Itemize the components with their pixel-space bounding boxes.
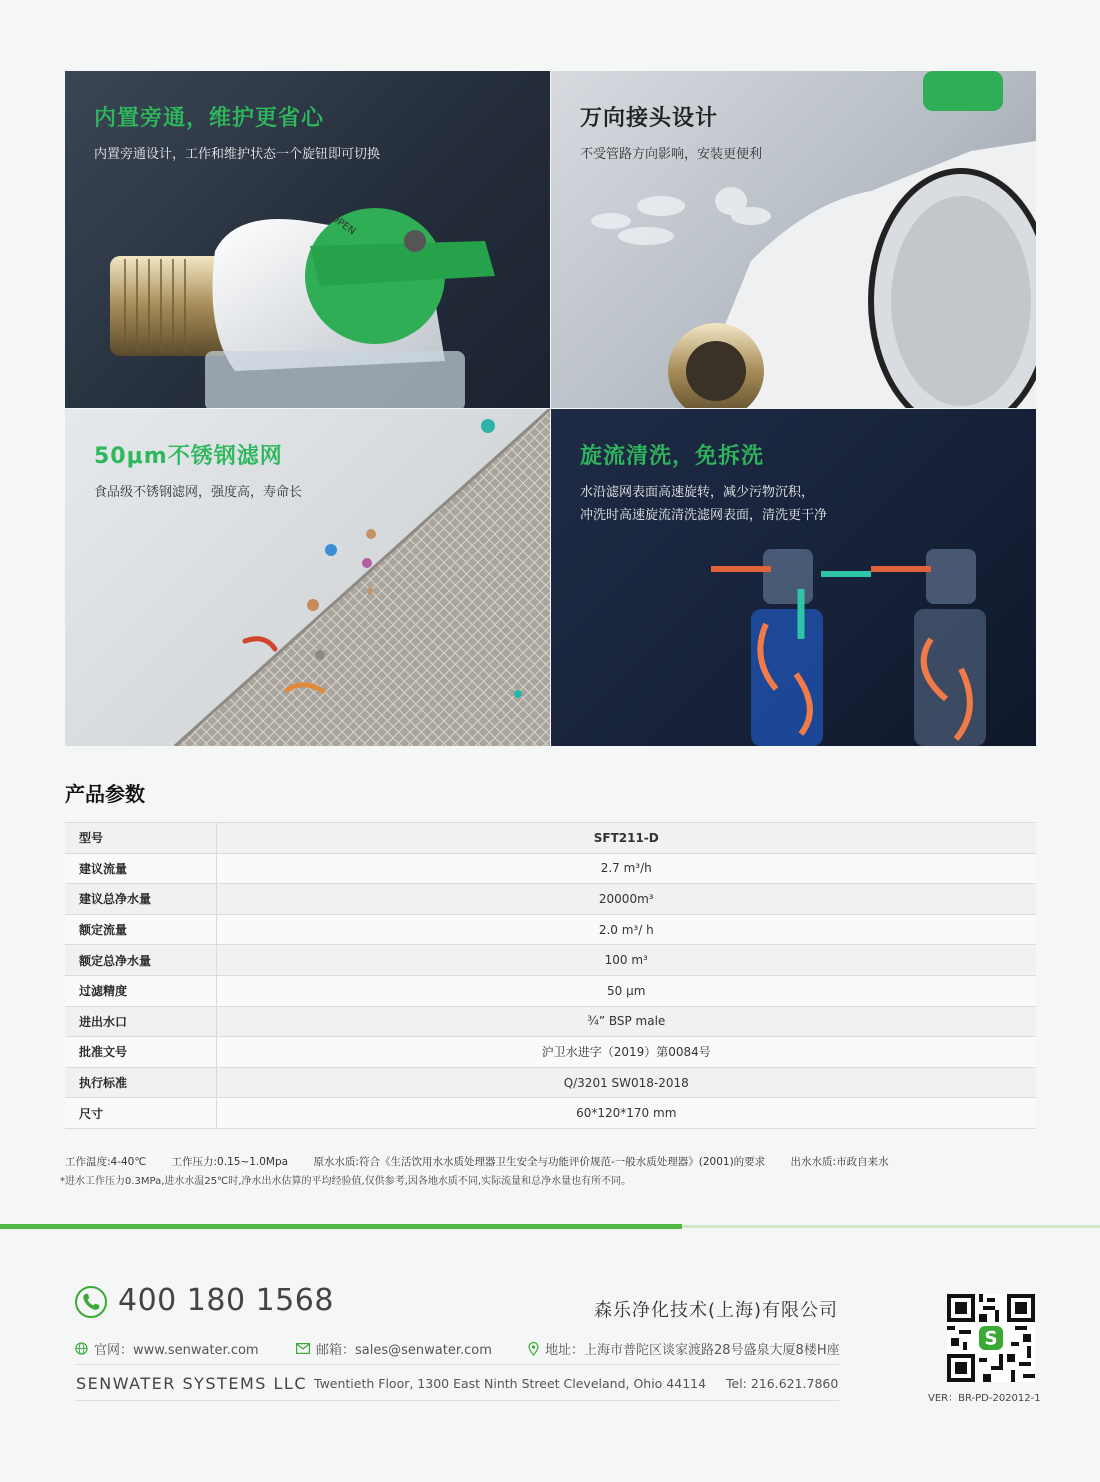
- table-row: 额定流量 2.0 m³/ h: [65, 914, 1036, 945]
- open-label: OPEN: [328, 212, 358, 238]
- table-row: 尺寸 60*120*170 mm: [65, 1098, 1036, 1129]
- feature-title: 万向接头设计: [580, 106, 719, 131]
- table-row: 型号 SFT211-D: [65, 823, 1036, 854]
- feature-title: 旋流清洗，免拆洗: [580, 444, 765, 469]
- location-pin-icon: [528, 1342, 539, 1360]
- working-temp: 工作温度:4-40℃: [65, 1156, 147, 1168]
- feature-grid: [65, 71, 1036, 745]
- feature-desc: 内置旁通设计，工作和维护状态一个旋钮即可切换: [94, 147, 381, 162]
- feature-title: 50μm不锈钢滤网: [94, 444, 283, 469]
- svg-text:S: S: [984, 1328, 998, 1350]
- table-row: 建议总净水量 20000m³: [65, 884, 1036, 915]
- us-telephone: Tel: 216.621.7860: [726, 1376, 839, 1391]
- specs-title: 产品参数: [65, 782, 145, 806]
- feature-title: 内置旁通，维护更省心: [94, 106, 325, 131]
- feature-universal-joint-panel: [551, 71, 1036, 408]
- footnote: *进水工作压力0.3MPa,进水水温25℃时,净水出水估算的平均经验值,仅供参考,因各地水质不同,实际流量和总净水量也有所不同。: [60, 1176, 632, 1187]
- working-pressure: 工作压力:0.15~1.0Mpa: [171, 1156, 289, 1168]
- us-company-name: SENWATER SYSTEMS LLC: [76, 1374, 307, 1393]
- footer-divider-bottom: [75, 1400, 839, 1401]
- table-row: 额定总净水量 100 m³: [65, 945, 1036, 976]
- feature-desc: 水沿滤网表面高速旋转，减少污物沉积， 冲洗时高速旋流清洗滤网表面，清洗更干净: [580, 485, 828, 523]
- table-row: 批准文号 沪卫水进字（2019）第0084号: [65, 1037, 1036, 1068]
- feature-desc: 不受管路方向影响，安装更便利: [580, 147, 763, 162]
- operating-notes: [65, 1154, 911, 1169]
- hotline-number[interactable]: 400 180 1568: [118, 1283, 334, 1318]
- table-row: 执行标准 Q/3201 SW018-2018: [65, 1067, 1036, 1098]
- feature-desc: 食品级不锈钢滤网，强度高，寿命长: [94, 485, 303, 500]
- address-text: 地址：上海市普陀区谈家渡路28号盛泉大厦8楼H座: [528, 1339, 840, 1360]
- website-link[interactable]: 官网：www.senwater.com: [75, 1339, 259, 1359]
- feature-bypass-panel: [65, 71, 550, 408]
- email-link[interactable]: 邮箱：sales@senwater.com: [296, 1339, 492, 1358]
- phone-icon: [75, 1286, 107, 1318]
- feature-cyclone-panel: [551, 409, 1036, 746]
- feature-mesh-panel: [65, 409, 550, 746]
- us-address: Twentieth Floor, 1300 East Ninth Street Cleveland, Ohio 44114: [314, 1376, 707, 1391]
- qr-code[interactable]: [947, 1294, 1035, 1382]
- table-row: 过滤精度 50 μm: [65, 975, 1036, 1006]
- footer-divider: [75, 1364, 839, 1365]
- company-name: 森乐净化技术(上海)有限公司: [594, 1300, 839, 1321]
- version-code: VER：BR-PD-202012-1: [928, 1393, 1041, 1404]
- output-water-quality: 出水水质:市政自来水: [790, 1156, 889, 1168]
- divider-light: [682, 1225, 1100, 1228]
- globe-icon: [75, 1342, 88, 1359]
- mail-icon: [296, 1343, 310, 1358]
- raw-water-quality: 原水水质:符合《生活饮用水水质处理器卫生安全与功能评价规范-一般水质处理器》(2001)的要求: [313, 1156, 766, 1168]
- specs-table: [65, 822, 1036, 1129]
- table-row: 建议流量 2.7 m³/h: [65, 853, 1036, 884]
- divider-green: [0, 1224, 682, 1229]
- table-row: 进出水口 ¾” BSP male: [65, 1006, 1036, 1037]
